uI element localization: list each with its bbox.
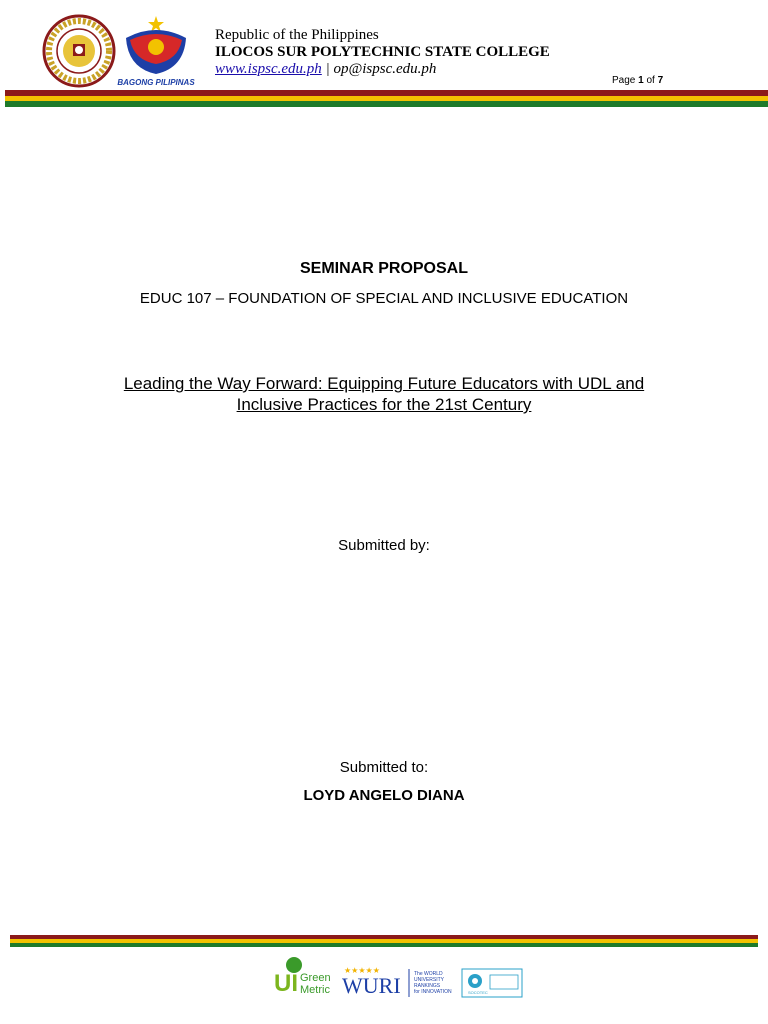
course-title: EDUC 107 – FOUNDATION OF SPECIAL AND INCLUSIVE EDUCATION bbox=[139, 290, 629, 307]
svg-text:SOCOTEC: SOCOTEC bbox=[468, 990, 488, 995]
page-label: Page bbox=[612, 75, 636, 86]
submitted-to-label: Submitted to: bbox=[339, 759, 429, 776]
footer-color-stripes bbox=[10, 935, 758, 947]
ui-greenmetric-logo bbox=[274, 957, 331, 997]
contact-separator: | bbox=[325, 61, 330, 77]
seminar-topic bbox=[0, 373, 768, 415]
page-number bbox=[612, 75, 663, 86]
page-total: 7 bbox=[657, 75, 664, 86]
svg-text:UI: UI bbox=[274, 970, 298, 997]
svg-text:The WORLD: The WORLD bbox=[414, 971, 443, 977]
bagong-pilipinas-logo bbox=[114, 14, 198, 88]
seminar-topic-line-1: Leading the Way Forward: Equipping Future Educators with UDL and bbox=[123, 374, 645, 393]
seminar-topic-line-2: Inclusive Practices for the 21st Century bbox=[236, 395, 532, 414]
svg-text:WURI: WURI bbox=[342, 973, 401, 998]
svg-text:for INNOVATION: for INNOVATION bbox=[414, 989, 452, 995]
svg-text:★★★★★: ★★★★★ bbox=[344, 966, 380, 975]
svg-text:Metric: Metric bbox=[300, 984, 330, 996]
page-current: 1 bbox=[638, 75, 644, 86]
socotec-logo bbox=[462, 969, 522, 997]
footer-accreditation-logos bbox=[272, 953, 524, 1001]
svg-text:Green: Green bbox=[300, 972, 331, 984]
submitted-to-name: LOYD ANGELO DIANA bbox=[303, 787, 465, 804]
page-of: of bbox=[646, 75, 655, 86]
contact-line bbox=[215, 61, 550, 78]
svg-text:RANKINGS: RANKINGS bbox=[414, 983, 441, 989]
website-link[interactable]: www.ispsc.edu.ph bbox=[215, 61, 322, 77]
letterhead bbox=[215, 27, 550, 78]
svg-text:UNIVERSITY: UNIVERSITY bbox=[414, 977, 445, 983]
email-address: op@ispsc.edu.ph bbox=[333, 61, 437, 77]
college-seal-logo bbox=[40, 14, 118, 88]
submitted-by-label: Submitted by: bbox=[338, 537, 430, 554]
bagong-pilipinas-caption: BAGONG PILIPINAS bbox=[117, 78, 195, 87]
document-title: SEMINAR PROPOSAL bbox=[299, 260, 468, 277]
republic-line: Republic of the Philippines bbox=[215, 27, 379, 43]
college-name: ILOCOS SUR POLYTECHNIC STATE COLLEGE bbox=[215, 44, 550, 60]
header-color-stripes bbox=[5, 90, 768, 107]
wurl-caption bbox=[414, 971, 452, 995]
wurl-logo bbox=[342, 966, 401, 998]
